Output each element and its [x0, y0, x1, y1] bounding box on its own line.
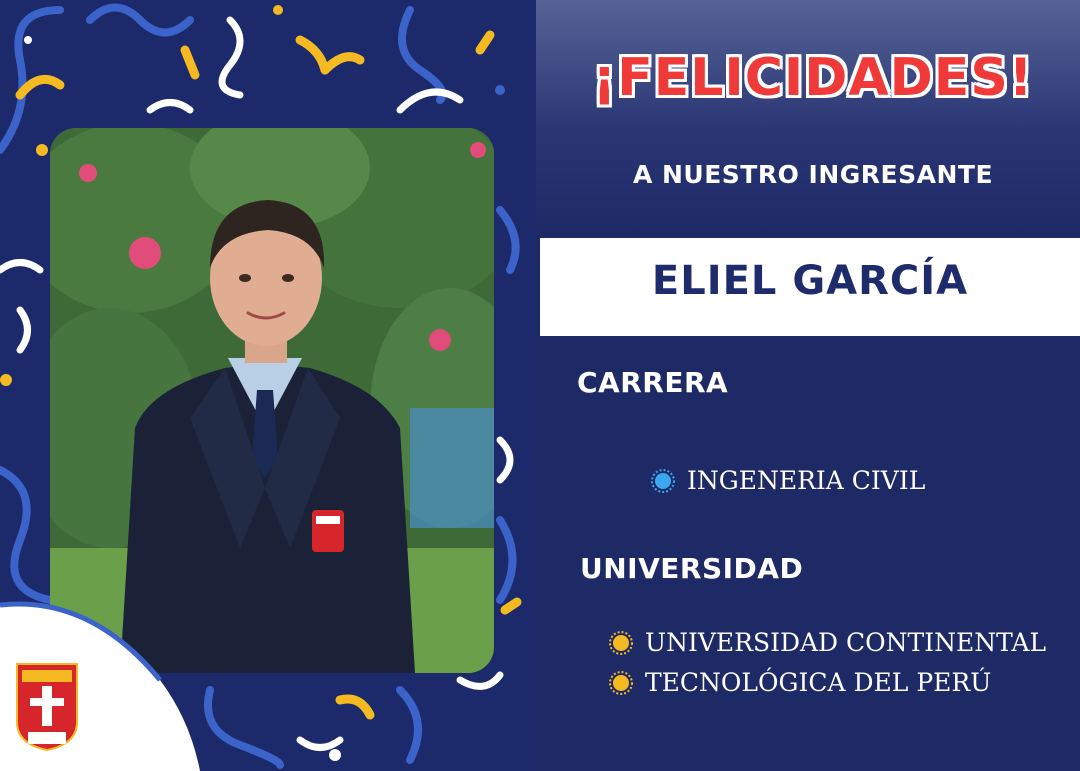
school-logo	[14, 660, 80, 752]
left-panel	[0, 0, 536, 771]
congratulations-headline: ¡FELICIDADES!	[592, 48, 1034, 108]
university-bullet-icon	[609, 631, 633, 655]
university-label: UNIVERSIDAD	[580, 552, 804, 585]
university-item-label: UNIVERSIDAD CONTINENTAL	[645, 628, 1047, 657]
career-label: CARRERA	[577, 366, 729, 399]
header-gradient	[536, 0, 1080, 238]
career-item-label: INGENERIA CIVIL	[687, 466, 926, 495]
career-bullet-icon	[651, 469, 675, 493]
university-item	[609, 668, 991, 697]
university-item	[609, 628, 1046, 657]
university-bullet-icon	[609, 671, 633, 695]
subheadline: A NUESTRO INGRESANTE	[632, 160, 994, 189]
university-item-label: TECNOLÓGICA DEL PERÚ	[645, 668, 992, 697]
student-name: ELIEL GARCÍA	[651, 258, 969, 304]
career-item	[651, 466, 925, 495]
